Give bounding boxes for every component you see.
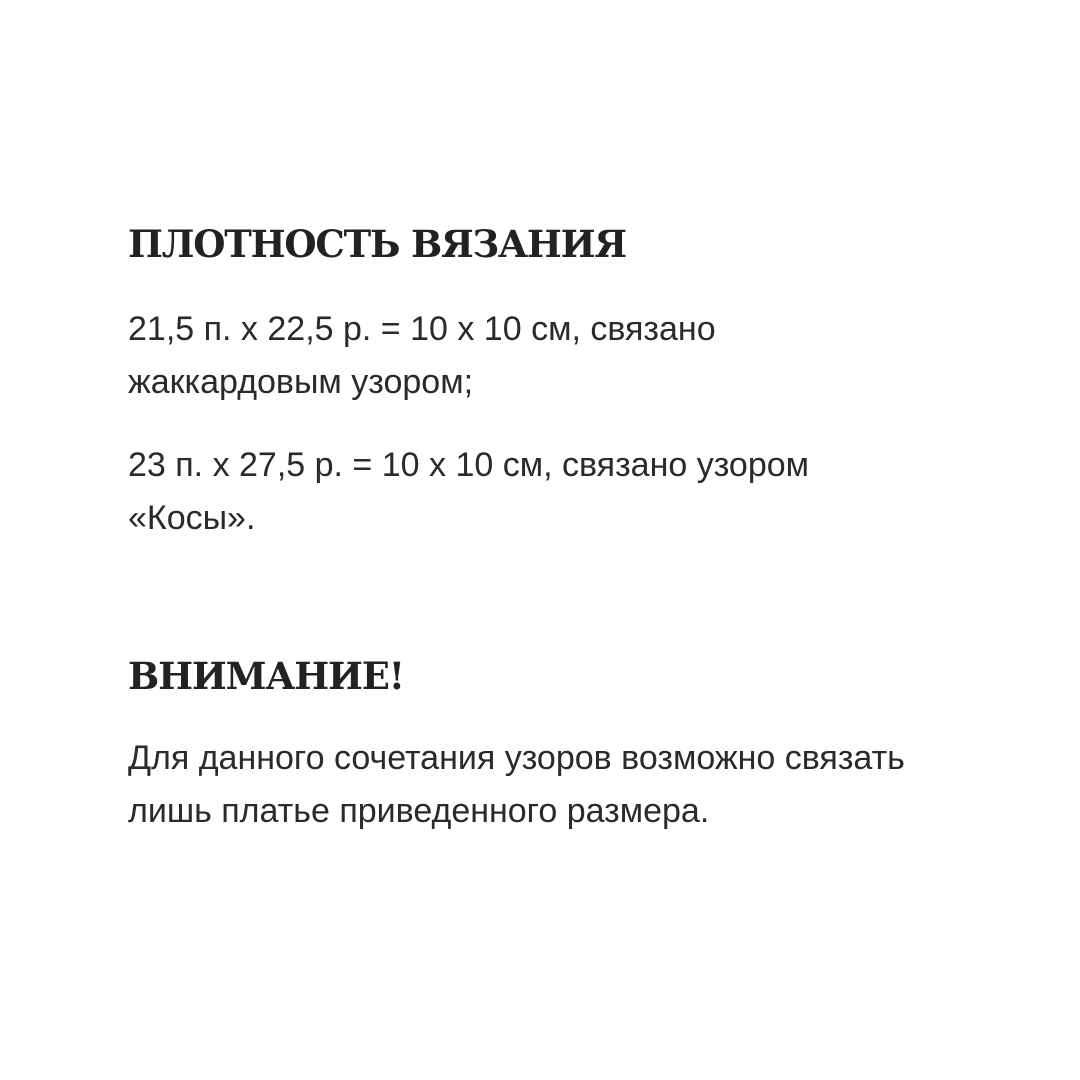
warning-text: Для данного сочетания узоров возможно связать лишь платье приведенного размера. bbox=[128, 739, 905, 830]
density-heading: ПЛОТНОСТЬ ВЯЗАНИЯ bbox=[128, 222, 626, 266]
density-section bbox=[128, 222, 988, 545]
density-gauge-cables: 23 п. х 27,5 р. = 10 х 10 см, связано узором «Косы». bbox=[128, 446, 810, 537]
density-gauge-jacquard: 21,5 п. х 22,5 р. = 10 х 10 см, связано жаккардовым узором; bbox=[128, 310, 716, 401]
warning-section bbox=[128, 654, 988, 838]
warning-heading: ВНИМАНИЕ! bbox=[128, 654, 404, 698]
